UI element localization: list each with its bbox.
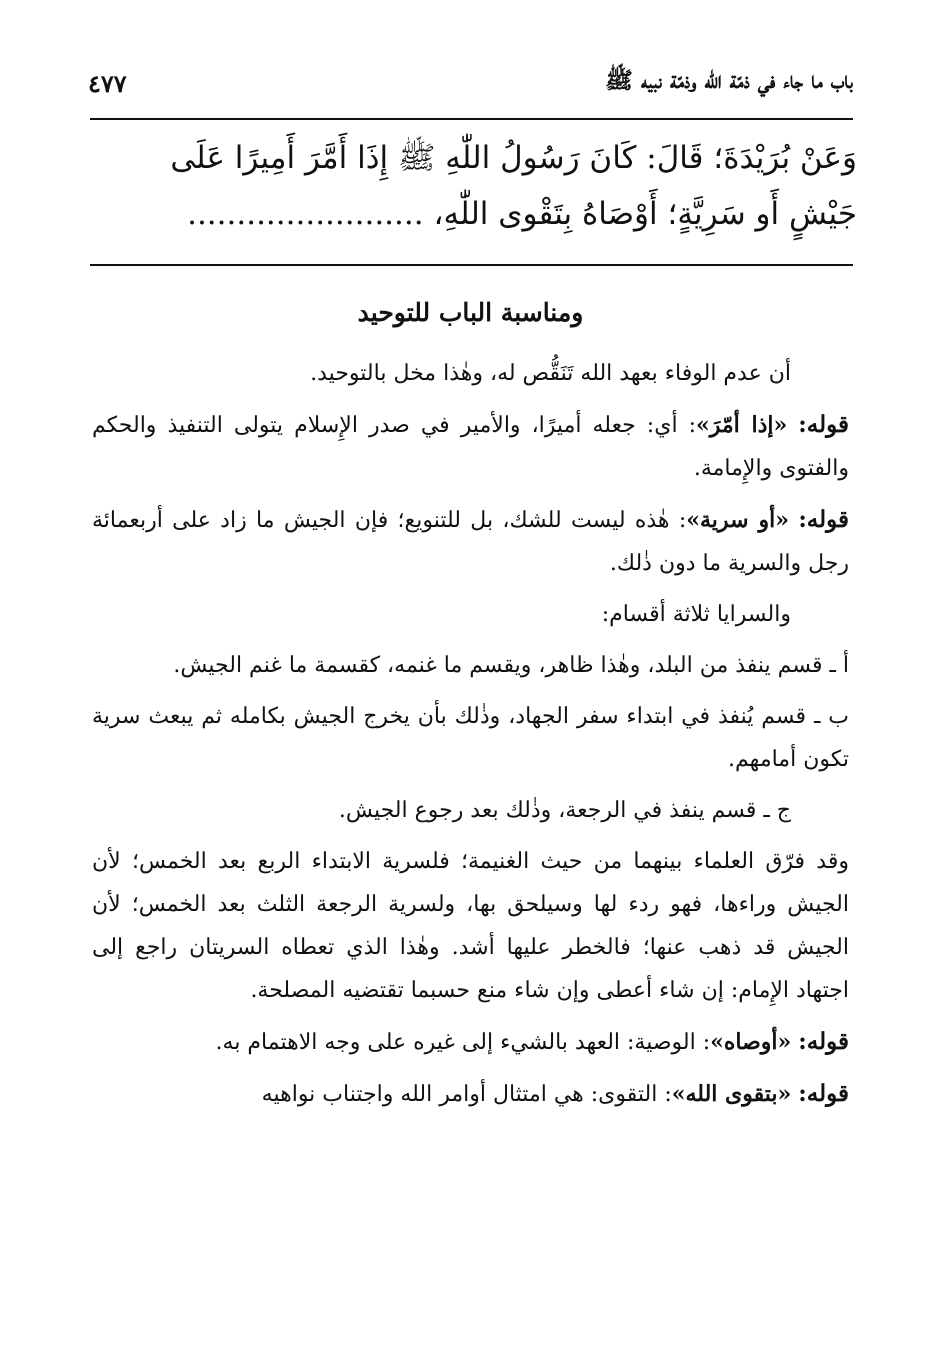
qawl-label: قوله:: [798, 1080, 849, 1107]
list-item-a: أ ـ قسم ينفذ من البلد، وهٰذا ظاهر، ويقسم ما غنمه، كقسمة ما غنم الجيش.: [173, 653, 849, 678]
hadith-line-1: وَعَنْ بُرَيْدَةَ؛ قَالَ: كَانَ رَسُولُ اللّٰهِ ﷺ إِذَا أَمَّرَ أَمِيرًا عَلَى: [170, 140, 857, 176]
paragraph-1: أن عدم الوفاء بعهد الله تَنَقُّص له، وهٰذا مخل بالتوحيد.: [310, 361, 791, 386]
page-number: ٤٧٧: [88, 68, 127, 98]
paragraph-text: : أي: جعله أميرًا، والأمير في صدر الإِسلام يتولى التنفيذ والحكم والفتوى والإِمامة.: [92, 413, 849, 481]
paragraph-8: وقد فرّق العلماء بينهما من حيث الغنيمة؛ فلسرية الابتداء الربع بعد الخمس؛ لأن الجيش وراءها، فهو ردء لها وسيلحق بها، ولسرية الرجعة الثلث بعد الخمس؛ لأن الجيش قد ذهب عنها؛ فالخطر عليها أشد. وهٰذا الذي تعطاه السريتان راجع إلى اجتهاد الإِمام: إن شاء أعطى وإن شاء منع حسبما تقتضيه المصلحة.: [92, 849, 849, 1003]
chapter-title: باب ما جاء في ذمّة الله وذمّة نبيه ﷺ: [605, 67, 853, 94]
list-item-b: ب ـ قسم يُنفذ في ابتداء سفر الجهاد، وذٰلك بأن يخرج الجيش بكامله ثم يبعث سرية تكون أمامهم.: [92, 704, 849, 772]
paragraph-text: : الوصية: العهد بالشيء إلى غيره على وجه الاهتمام به.: [215, 1030, 711, 1055]
commentary-body: [92, 352, 850, 1124]
lemma: «إذا أمّرَ»: [696, 412, 788, 438]
paragraph-3: [92, 498, 849, 585]
paragraph-4: والسرايا ثلاثة أقسام:: [601, 602, 791, 627]
page-header: [88, 58, 853, 108]
section-heading: ومناسبة الباب للتوحيد: [357, 298, 584, 327]
qawl-label: قوله:: [798, 506, 850, 533]
qawl-label: قوله:: [798, 411, 849, 438]
bottom-divider: [90, 264, 853, 266]
hadith-line-2: جَيْشٍ أَو سَرِيَّةٍ؛ أَوْصَاهُ بِتَقْوى اللّٰهِ، ........................: [187, 196, 857, 232]
paragraph-text: : التقوى: هي امتثال أوامر الله واجتناب نواهيه: [261, 1082, 672, 1107]
list-item-c: ج ـ قسم ينفذ في الرجعة، وذٰلك بعد رجوع الجيش.: [338, 798, 791, 823]
lemma: «أوصاه»: [710, 1029, 792, 1055]
top-divider: [90, 118, 853, 120]
qawl-label: قوله:: [798, 1028, 849, 1055]
paragraph-10: [92, 1072, 849, 1116]
hadith-text: [86, 130, 857, 242]
lemma: «بتقوى الله»: [671, 1081, 792, 1107]
paragraph-2: [92, 403, 849, 490]
paragraph-text: : هٰذه ليست للشك، بل للتنويع؛ فإن الجيش ما زاد على أربعمائة رجل والسرية ما دون ذٰلك.: [92, 508, 849, 576]
paragraph-9: [92, 1020, 849, 1064]
lemma: «أو سرية»: [686, 507, 789, 533]
